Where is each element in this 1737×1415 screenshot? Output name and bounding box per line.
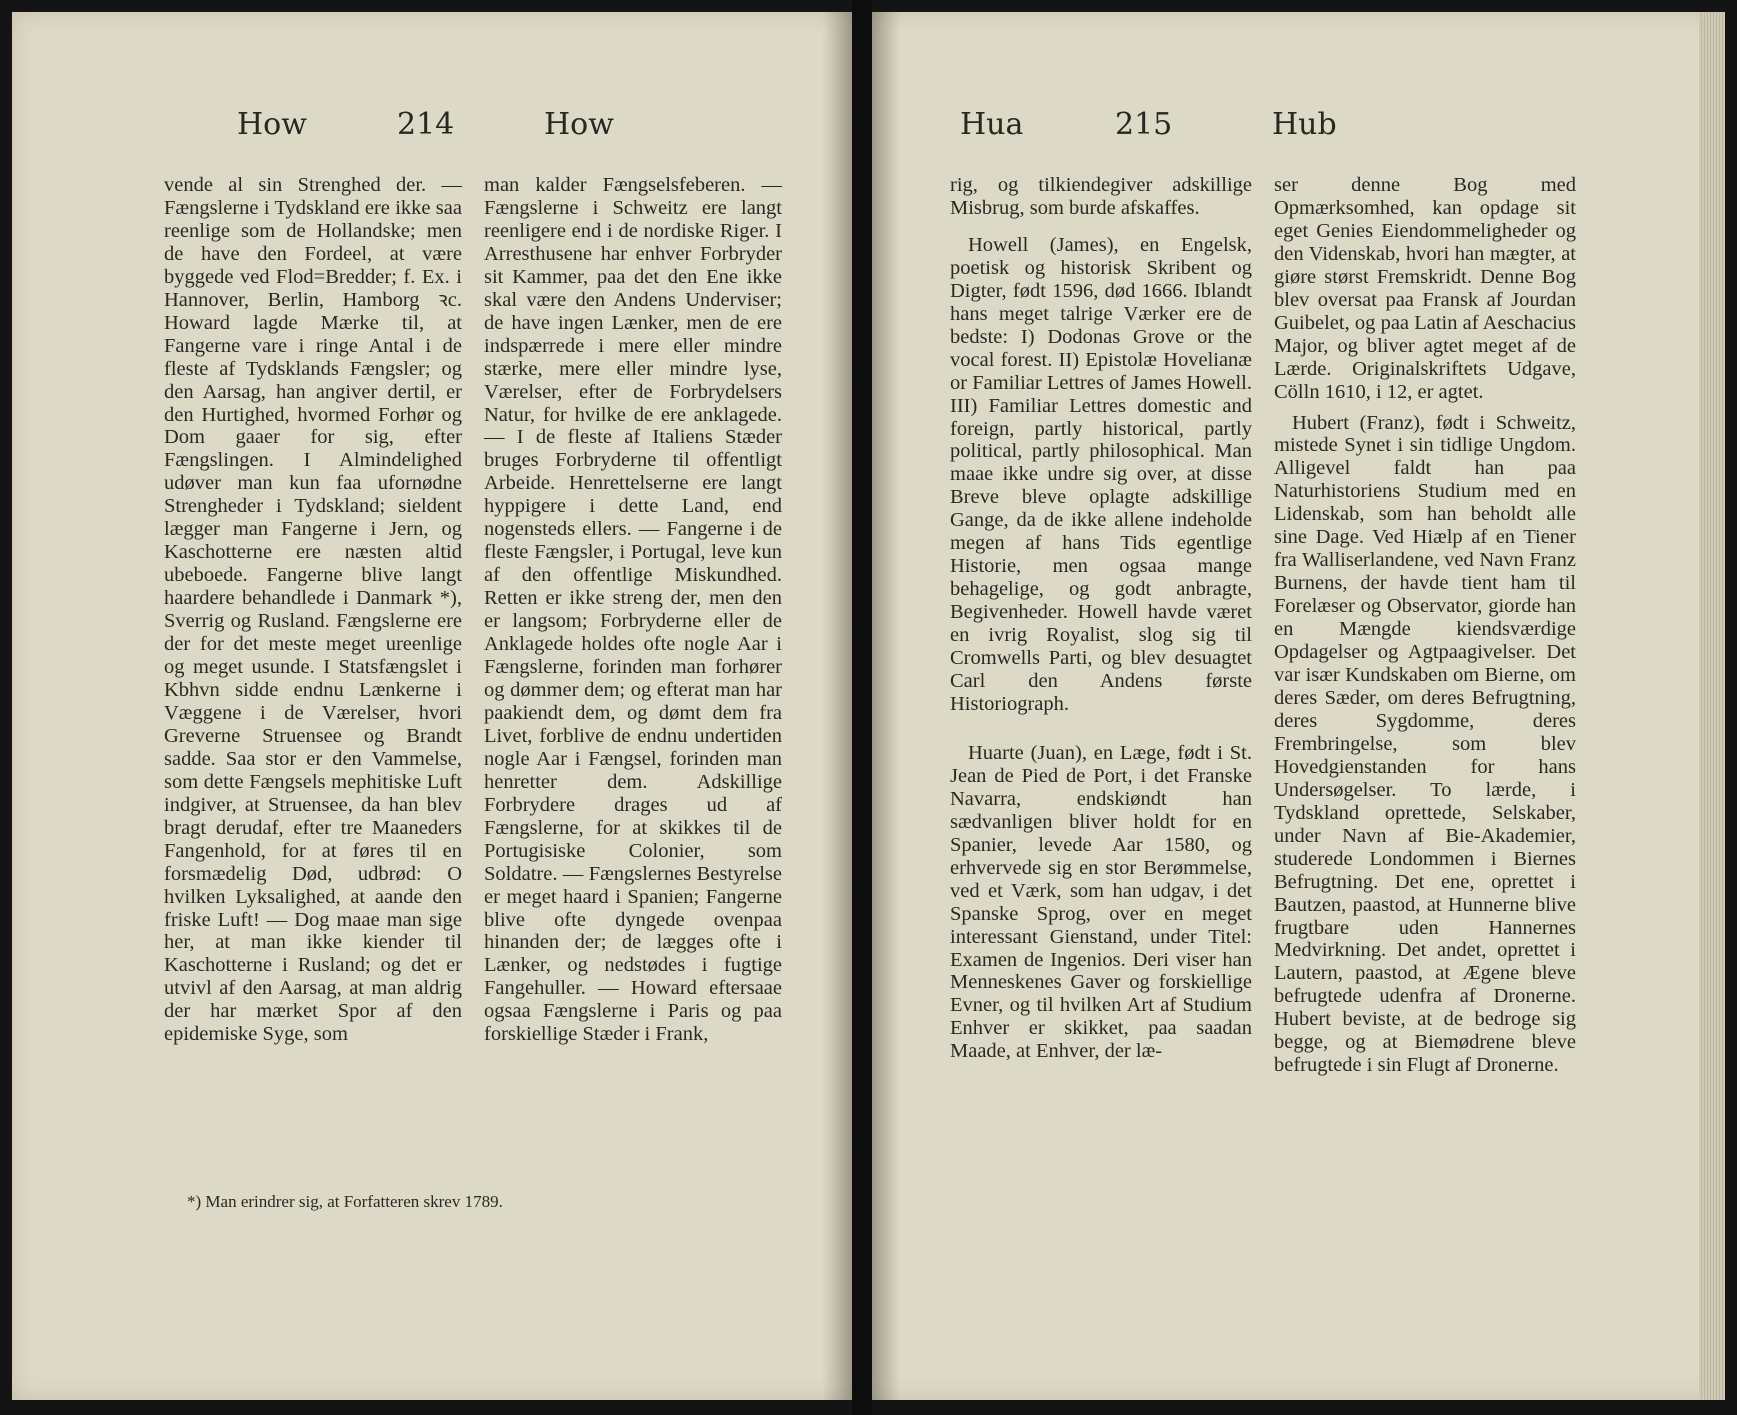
header-right-word: Hub: [1272, 107, 1337, 142]
right-page-header: [872, 107, 1725, 147]
header-left-word: How: [237, 107, 307, 142]
left-column-1: [164, 174, 462, 1046]
paragraph: vende al sin Strenghed der. — Fængslerne i Tydskland ere ikke saa reenlige som de Hollandske; men de have den Fordeel, at være byggede ved Flod=Bredder; f. Ex. i Hannover, Berlin, Hamborg ꝛc. Howard lagde Mærke til, at Fangerne vare i ringe Antal i de fleste af Tydsklands Fængsler; og den Aarsag, han angiver dertil, er den Hurtighed, hvormed Forhør og Dom gaaer for sig, efter Fængslingen. I Almindelighed udøver man kun faa ufornødne Strengheder i Tydskland; sieldent lægger man Fangerne i Jern, og Kaschotterne ere næsten altid ubeboede. Fangerne blive langt haardere behandlede i Danmark *), Sverrig og Rusland. Fængslerne ere der for det meste meget ureenlige og meget usunde. I Statsfængslet i Kbhvn sidde endnu Lænkerne i Væggene i de Værelser, hvori Greverne Struensee og Brandt sadde. Saa stor er den Vammelse, som dette Fængsels mephitiske Luft indgiver, at Struensee, da han blev bragt derudaf, efter tre Maaneders Fangenhold, for at føres til en forsmædelig Død, udbrød: O hvilken Lyksalighed, at aande den friske Luft! — Dog maae man sige her, at man ikke kiender til Kaschotterne i Rusland; og det er utvivl af den Aarsag, at man aldrig der har mærket Spor af den epidemiske Syge, som: [164, 174, 462, 1046]
page-number: 214: [397, 107, 455, 142]
right-page: [872, 12, 1725, 1400]
page-number: 215: [1115, 107, 1173, 142]
paragraph: man kalder Fængselsfeberen. — Fængslerne i Schweitz ere langt reenligere end i de nordiske Riger. I Arresthusene har enhver Forbryder sit Kammer, paa det den Ene ikke skal være den Andens Underviser; de have ingen Lænker, men de ere indspærrede i mere eller mindre stærke, mere eller mindre lyse, Værelser, efter de Forbrydelsers Natur, for hvilke de ere anklagede. — I de fleste af Italiens Stæder bruges Forbryderne til offentligt Arbeide. Henrettelserne ere langt hyppigere i dette Land, end nogensteds ellers. — Fangerne i de fleste Fængsler, i Portugal, leve kun af den offentlige Miskundhed. Retten er ikke streng der, men den er langsom; Forbryderne eller de Anklagede holdes ofte nogle Aar i Fængslerne, forinden man forhører og dømmer dem; og efterat man har paakiendt dem, og dømt dem fra Livet, forblive de endnu undertiden nogle Aar i Fængsel, forinden man henretter dem. Adskillige Forbrydere drages ud af Fængslerne, for at skikkes til de Portugisiske Colonier, som Soldatre. — Fængslernes Bestyrelse er meget haard i Spanien; Fangerne blive ofte dyngede ovenpaa hinanden der; de lægges ofte i Lænker, og nedstødes i fugtige Fangehuller. — Howard eftersaae ogsaa Fængslerne i Paris og paa forskiellige Stæder i Frank,: [484, 174, 782, 1046]
right-column-2: [1274, 174, 1576, 1077]
paragraph: ser denne Bog med Opmærksomhed, kan opdage sit eget Genies Eiendommeligheder og den Videnskab, hvori han mægter, at giøre størst Fremskridt. Denne Bog blev oversat paa Fransk af Jourdan Guibelet, og paa Latin af Aeschacius Major, og bliver agtet meget af de Lærde. Originalskriftets Udgave, Cölln 1610, i 12, er agtet.: [1274, 174, 1576, 403]
header-right-word: How: [544, 107, 614, 142]
left-page-header: [12, 107, 852, 147]
footnote: *) Man erindrer sig, at Forfatteren skrev 1789.: [187, 1192, 503, 1211]
header-left-word: Hua: [960, 107, 1024, 142]
book-spine-gutter: [852, 0, 872, 1415]
left-column-2: [484, 174, 782, 1046]
entry-huarte: Huarte (Juan), en Læge, født i St. Jean de Pied de Port, i det Franske Navarra, endskiøndt han sædvanligen bliver holdt for en Spanier, levede Aar 1580, og erhvervede sig en stor Berømmelse, ved et Værk, som han udgav, i det Spanske Sprog, over en meget interessant Gienstand, under Titel: Examen de Ingenios. Deri viser han Menneskenes Gaver og forskiellige Evner, og til hvilken Art af Studium Enhver er skikket, paa saadan Maade, at Enhver, der læ-: [950, 741, 1252, 1063]
entry-howell: Howell (James), en Engelsk, poetisk og historisk Skribent og Digter, født 1596, død 1666. Iblandt hans meget talrige Værker ere de bedste: I) Dodonas Grove or the vocal forest. II) Epistolæ Hovelianæ or Familiar Lettres of James Howell. III) Familiar Lettres domestic and foreign, partly historical, partly political, partly philosophical. Man maae ikke undre sig over, at disse Breve bleve oplagte adskillige Gange, da de ikke allene indeholde megen af hans Tids egentlige Historie, men ogsaa mange behagelige, og godt anbragte, Begivenheder. Howell havde været en ivrig Royalist, slog sig til Cromwells Parti, og blev desuagtet Carl den Andens første Historiograph.: [950, 233, 1252, 715]
left-page: [12, 12, 852, 1400]
right-column-1: [950, 174, 1252, 1063]
paragraph: rig, og tilkiendegiver adskillige Misbrug, som burde afskaffes.: [950, 174, 1252, 219]
entry-hubert: Hubert (Franz), født i Schweitz, mistede Synet i sin tidlige Ungdom. Alligevel faldt han paa Naturhistoriens Studium med en Lidenskab, som han beholdt alle sine Dage. Ved Hiælp af en Tiener fra Walliserlandene, ved Navn Franz Burnens, der havde tient ham til Forelæser og Observator, giorde han en Mængde kiendsværdige Opdagelser og Agtpaagivelser. Det var især Kundskaben om Bierne, om deres Sæder, om deres Befrugtning, deres Sygdomme, deres Frembringelse, som blev Hovedgienstanden for hans Undersøgelser. To lærde, i Tydskland oprettede, Selskaber, under Navn af Bie-Akademier, studerede Londommen i Biernes Befrugtning. Det ene, oprettet i Bautzen, paastod, at Hunnerne blive frugtbare uden Hannernes Medvirkning. Det andet, oprettet i Lautern, paastod, at Ægene bleve befrugtede udenfra af Dronerne. Hubert beviste, at de bedroge sig begge, og at Biemødrene bleve befrugtede i sin Flugt af Dronerne.: [1274, 411, 1576, 1077]
